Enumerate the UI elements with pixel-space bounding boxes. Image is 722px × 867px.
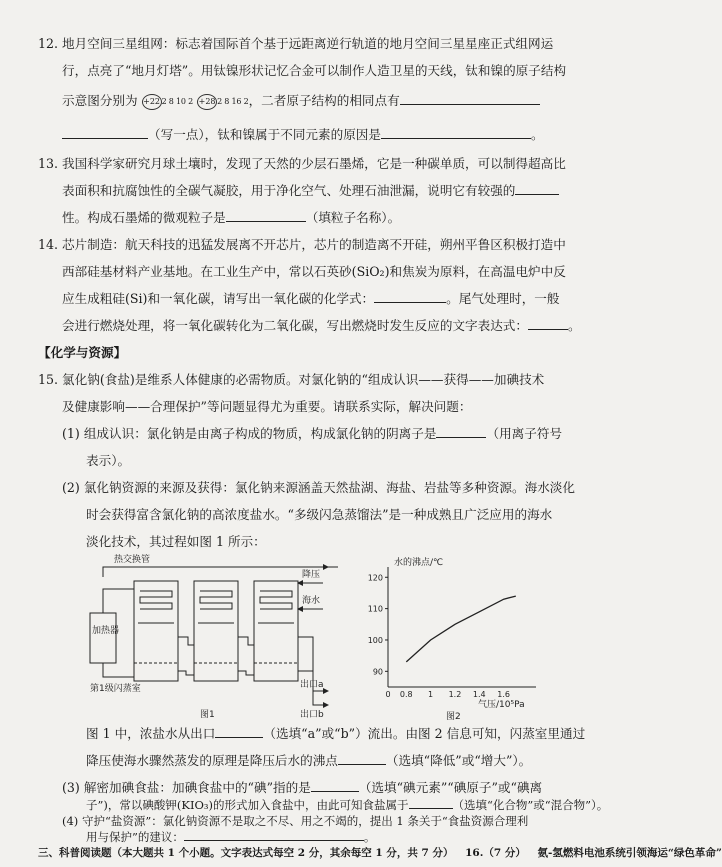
q15-p3-line1: [62, 780, 542, 796]
q15-p2-after2-post: （选填“降低”或“增大”）。: [385, 753, 532, 768]
q12-blank-2[interactable]: [381, 138, 531, 139]
q14-line2: 西部硅基材料产业基地。在工业生产中，常以石英砂(SiO₂)和焦炭为原料，在高温电炉中反: [62, 264, 566, 279]
q14-blank-1[interactable]: [374, 302, 446, 303]
q15-p2-line1: (2) 氯化钠资源的来源及获得：氯化钠来源涵盖天然盐湖、海盐、岩盐等多种资源。海水淡化: [62, 480, 575, 495]
q13-line3: [62, 210, 400, 226]
titanium-shells: 2 8 10 2: [161, 96, 194, 106]
q14-line3-post: 。尾气处理时，一般: [446, 291, 560, 306]
q15-blank-3[interactable]: [338, 764, 386, 765]
q15-p2-line2: 时会获得富含氯化钠的高浓度盐水。“多级闪急蒸馏法”是一种成熟且广泛应用的海水: [86, 507, 553, 522]
q15-p3-line1-pre: (3) 解密加碘食盐：加碘食盐中的“碘”指的是: [62, 780, 311, 795]
q12-line4: [62, 127, 544, 143]
fig1-label-outlet-b: 出口b: [300, 710, 324, 720]
q12-line3-pre: 示意图分别为: [62, 93, 138, 108]
q15-p3-line2: [86, 797, 608, 813]
q15-p2-after2: [86, 753, 531, 769]
fig2-x-tick-label: 0: [385, 690, 391, 699]
fig2-caption: 图2: [446, 712, 461, 722]
q15-p4-line2: [86, 829, 375, 845]
titanium-atom-diagram: [142, 93, 193, 108]
q15-p3-line2-pre: 子”)，常以碘酸钾(KIO₃)的形式加入食盐中，由此可知食盐属于: [86, 798, 409, 812]
q13-blank-1[interactable]: [515, 194, 559, 195]
fig1-label-heater: 加热器: [92, 626, 120, 636]
q16-article-title: 氨-氢燃料电池系统引领海运“绿色革命”: [537, 847, 722, 859]
q12-blank-1[interactable]: [400, 104, 540, 105]
q14-line1: 14. 芯片制造：航天科技的迅猛发展离不开芯片，芯片的制造离不开硅，朔州平鲁区积极打造中: [38, 237, 566, 252]
fig2-ylabel: 水的沸点/℃: [394, 558, 444, 568]
fig2-y-tick-label: 90: [372, 667, 383, 677]
q15-p4-line1: (4) 守护“盐资源”：氯化钠资源不是取之不尽、用之不竭的，提出 1 条关于“食盐资源合理利: [62, 814, 529, 828]
fig2-x-tick-label: 1.6: [497, 690, 511, 699]
fig1-label-heat-exchanger: 热交换管: [114, 555, 151, 565]
figure-2-boiling-point-chart: [358, 555, 548, 723]
section-header-chem-resources: 【化学与资源】: [38, 345, 127, 360]
fig2-y-tick-label: 120: [367, 573, 383, 583]
q14-line4: [62, 318, 581, 334]
q12-line1: 12. 地月空间三星组网：标志着国际首个基于远距离逆行轨道的地月空间三星星座正式组网运: [38, 36, 554, 51]
q15-p2-after1-post: （选填“a”或“b”）流出。由图 2 信息可知，闪蒸室里通过: [263, 726, 586, 741]
q13-line3-post: （填粒子名称）。: [305, 210, 401, 225]
q13-line2: [62, 183, 559, 199]
fig2-x-tick-label: 1: [428, 690, 434, 699]
q15-p1-line2: 表示）。: [86, 453, 131, 468]
q15-p2-line3: 淡化技术，其过程如图 1 所示：: [86, 534, 266, 549]
q15-p4-line2-pre: 用与保护”的建议：: [86, 830, 184, 844]
q15-p4-line2-end: 。: [363, 830, 376, 844]
fig1-label-depressurize: 降压: [302, 570, 321, 580]
q15-p3-line2-post: （选填“化合: [452, 798, 516, 812]
q15-blank-1[interactable]: [436, 437, 486, 438]
q15-p1-pre: (1) 组成认识：氯化钠是由离子构成的物质，构成氯化钠的阴离子是: [62, 426, 437, 441]
q15-blank-6[interactable]: [184, 840, 364, 841]
section3-header-text: 三、科普阅读题（本大题共 1 个小题。文字表达式每空 2 分，其余每空 1 分，共 7 分）: [38, 847, 454, 859]
q15-p1: [62, 426, 562, 442]
q15-p3-line3: 物”或“混合物”）。: [515, 798, 609, 812]
figure-1-flash-distillation: [88, 553, 338, 721]
fig1-label-seawater: 海水: [302, 596, 321, 606]
q14-line3: [62, 291, 559, 307]
q15-blank-5[interactable]: [409, 808, 453, 809]
q15-blank-4[interactable]: [311, 791, 359, 792]
fig2-boiling-curve: [406, 596, 516, 662]
q12-line4-end: 。: [530, 127, 544, 142]
nickel-shells: 2 8 16 2: [217, 96, 249, 106]
q13-blank-2[interactable]: [226, 221, 306, 222]
q15-line2: 及健康影响——合理保护”等问题显得尤为重要。请联系实际，解决问题：: [62, 399, 472, 414]
titanium-nucleus: +22: [142, 94, 162, 110]
fig2-x-tick-label: 0.8: [399, 690, 413, 699]
nickel-nucleus: +28: [197, 94, 217, 110]
fig2-xlabel: 气压/10⁵Pa: [478, 700, 525, 710]
nickel-atom-diagram: [197, 93, 248, 108]
q13-line2-text: 表面积和抗腐蚀性的全碳气凝胶，用于净化空气、处理石油泄漏，说明它有较强的: [62, 183, 516, 198]
q15-p2-after2-pre: 降压使海水骤然蒸发的原理是降压后水的沸点: [86, 753, 338, 768]
q15-line1: 15. 氯化钠(食盐)是维系人体健康的必需物质。对氯化钠的“组成认识——获得——加碘技术: [38, 372, 545, 387]
q12-blank-1-cont[interactable]: [62, 138, 148, 139]
q15-p3-line1-post: （选填“碘元素”“碘原子”或“碘离: [358, 780, 543, 795]
fig1-caption: 图1: [200, 710, 215, 720]
fig2-x-tick-label: 1.2: [448, 690, 462, 699]
fig2-y-tick-label: 100: [367, 635, 383, 645]
q14-line4-end: 。: [567, 318, 581, 333]
fig1-label-outlet-a: 出口a: [300, 680, 324, 690]
q13-line1: 13. 我国科学家研究月球土壤时，发现了天然的少层石墨烯，它是一种碳单质，可以制得超高比: [38, 156, 566, 171]
q12-line4-mid: （写一点），钛和镍属于不同元素的原因是: [148, 127, 381, 142]
q12-line3-post: ，二者原子结构的相同点有: [248, 93, 400, 108]
fig1-label-chamber: 第1级闪蒸室: [90, 684, 141, 694]
q14-line4-pre: 会进行燃烧处理，将一氧化碳转化为二氧化碳，写出燃烧时发生反应的文字表达式：: [62, 318, 528, 333]
fig2-x-tick-label: 1.4: [472, 690, 486, 699]
q14-blank-2[interactable]: [528, 329, 568, 330]
q16-label: 16.（7 分）: [465, 847, 526, 859]
q15-p2-after1: [86, 726, 585, 742]
q15-blank-2[interactable]: [215, 737, 263, 738]
q12-line2: 行，点亮了“地月灯塔”。用钛镍形状记忆合金可以制作人造卫星的天线，钛和镍的原子结构: [62, 63, 567, 78]
fig2-y-tick-label: 110: [367, 604, 383, 614]
q12-line3: [62, 93, 540, 110]
q14-line3-pre: 应生成粗硅(Si)和一氧化碳，请写出一氧化碳的化学式：: [62, 291, 375, 306]
q13-line3-pre: 性。构成石墨烯的微观粒子是: [62, 210, 226, 225]
q15-p1-post: （用离子符号: [486, 426, 563, 441]
q15-p2-after1-pre: 图 1 中，浓盐水从出口: [86, 726, 216, 741]
